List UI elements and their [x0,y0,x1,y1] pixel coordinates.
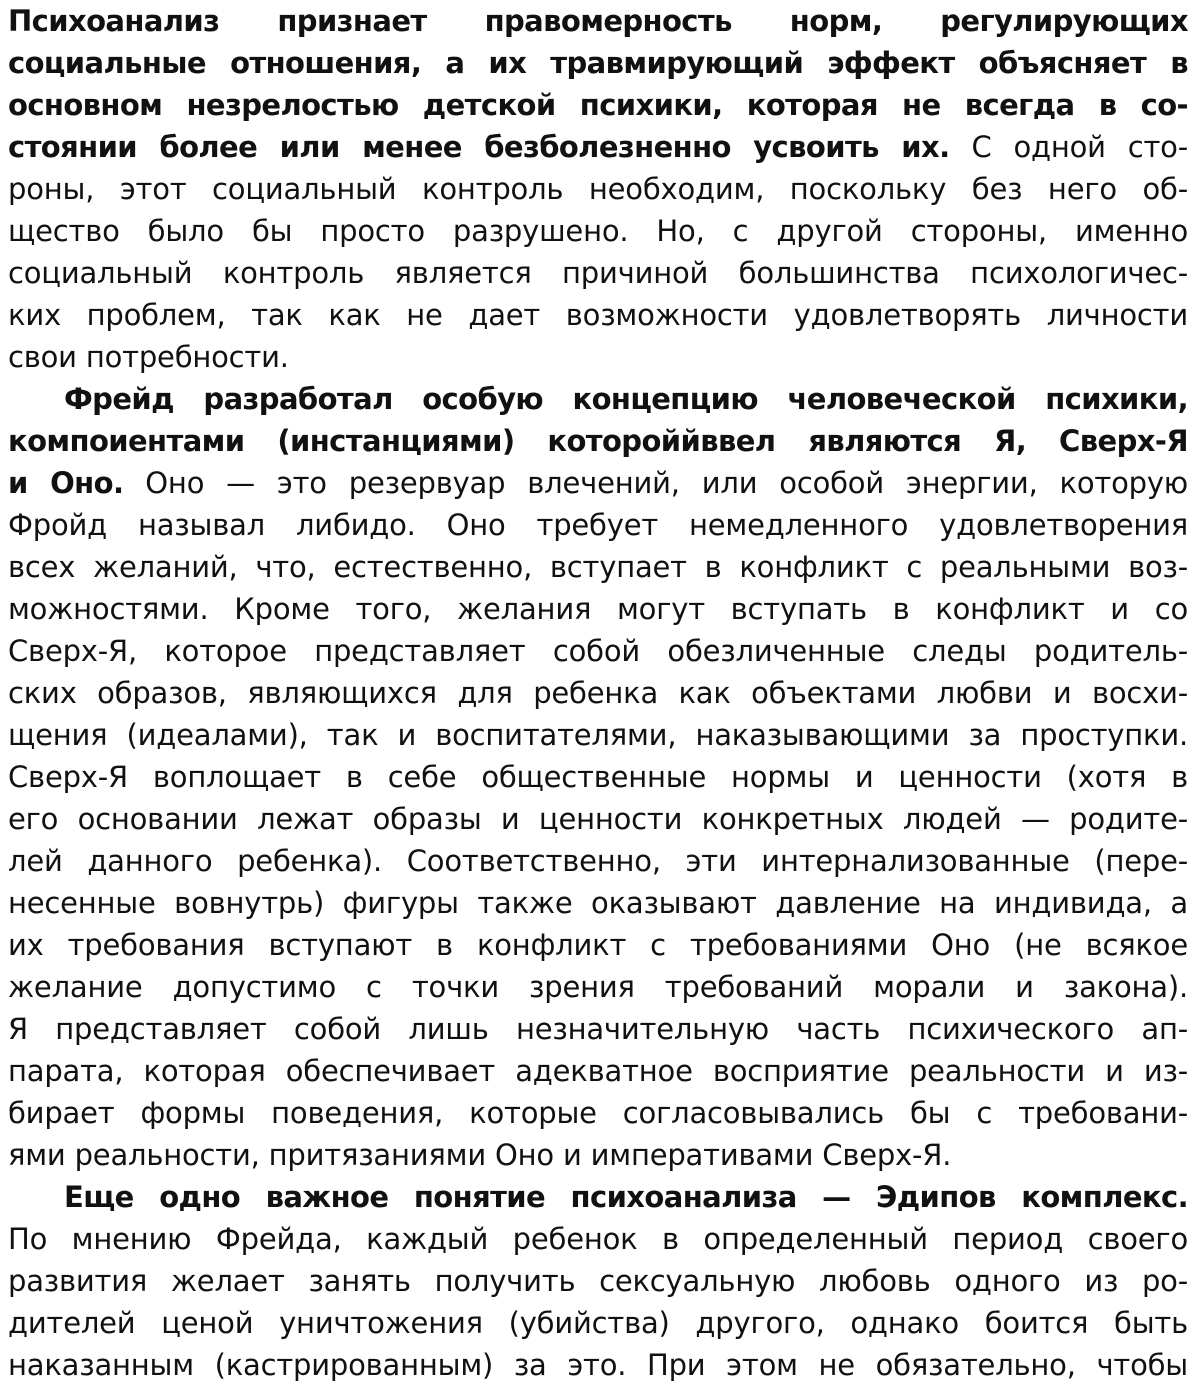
text-line [8,630,1188,672]
normal-text: социальный контроль является причиной большинства психологичес- [8,256,1188,290]
text-line [8,714,1188,756]
normal-text: можностями. Кроме того, желания могут вступать в конфликт и со [8,592,1188,626]
normal-text: С одной сто- [949,130,1188,164]
text-line [8,798,1188,840]
text-line [8,1092,1188,1134]
text-line [8,1218,1188,1260]
normal-text: Сверх-Я, которое представляет собой обезличенные следы родитель- [8,634,1188,668]
normal-text: ями реальности, притязаниями Оно и императивами Сверх-Я. [8,1138,952,1172]
normal-text: бирает формы поведения, которые согласовывались бы с требовани- [8,1096,1188,1130]
normal-text: роны, этот социальный контроль необходим, поскольку без него об- [8,172,1188,206]
bold-text: компоиентами (инстанциями) котороййввел являются Я, Сверх-Я [8,424,1188,458]
normal-text: развития желает занять получить сексуальную любовь одного из ро- [8,1264,1188,1298]
normal-text: его основании лежат образы и ценности конкретных людей — родите- [8,802,1188,836]
normal-text: По мнению Фрейда, каждый ребенок в определенный период своего [8,1222,1188,1256]
normal-text: Я представляет собой лишь незначительную часть психического ап- [8,1012,1188,1046]
paragraph-2 [8,378,1188,1176]
text-line [8,462,1188,504]
text-line [8,840,1188,882]
normal-text: щество было бы просто разрушено. Но, с другой стороны, именно [8,214,1188,248]
text-line [8,504,1188,546]
bold-text: стоянии более или менее безболезненно усвоить их. [8,130,950,164]
normal-text: свои потребности. [8,340,289,374]
text-line [8,168,1188,210]
text-line [8,210,1188,252]
normal-text: щения (идеалами), так и воспитателями, наказывающими за проступки. [8,718,1188,752]
paragraph-1 [8,0,1188,378]
text-line [8,126,1188,168]
normal-text: парата, которая обеспечивает адекватное восприятие реальности и из- [8,1054,1188,1088]
text-line [8,1302,1188,1344]
bold-text: социальные отношения, а их травмирующий эффект объясняет в [8,46,1188,80]
text-line [8,0,1188,42]
normal-text: дителей ценой уничтожения (убийства) другого, однако боится быть [8,1306,1188,1340]
text-line [8,588,1188,630]
normal-text: ских образов, являющихся для ребенка как объектами любви и восхи- [8,676,1188,710]
normal-text: их требования вступают в конфликт с требованиями Оно (не всякое [8,928,1188,962]
text-line [8,378,1188,420]
normal-text: несенные вовнутрь) фигуры также оказывают давление на индивида, а [8,886,1188,920]
bold-text: основном незрелостью детской психики, которая не всегда в со- [8,88,1188,122]
normal-text: желание допустимо с точки зрения требований морали и закона). [8,970,1188,1004]
paragraph-3 [8,1176,1188,1386]
text-line [8,42,1188,84]
text-line [8,336,1188,378]
bold-text: Психоанализ признает правомерность норм, регулирующих [8,4,1188,38]
text-line [8,420,1188,462]
document-page [8,0,1188,1386]
text-line [8,1176,1188,1218]
text-line [8,1008,1188,1050]
normal-text: лей данного ребенка). Соответственно, эти интернализованные (пере- [8,844,1188,878]
text-line [8,546,1188,588]
bold-text: и Оно. [8,466,124,500]
text-line [8,882,1188,924]
text-line [8,672,1188,714]
bold-text: Еще одно важное понятие психоанализа — Эдипов комплекс. [64,1180,1188,1214]
text-line [8,252,1188,294]
text-line [8,1050,1188,1092]
text-line [8,1260,1188,1302]
normal-text: ких проблем, так как не дает возможности удовлетворять личности [8,298,1188,332]
text-line [8,1344,1188,1386]
bold-text: Фрейд разработал особую концепцию человеческой психики, [64,382,1188,416]
normal-text: Фройд называл либидо. Оно требует немедленного удовлетворения [8,508,1188,542]
normal-text: Оно — это резервуар влечений, или особой энергии, которую [123,466,1188,500]
text-line [8,966,1188,1008]
text-line [8,756,1188,798]
normal-text: всех желаний, что, естественно, вступает в конфликт с реальными воз- [8,550,1188,584]
normal-text: Сверх-Я воплощает в себе общественные нормы и ценности (хотя в [8,760,1188,794]
text-line [8,294,1188,336]
text-line [8,1134,1188,1176]
normal-text: наказанным (кастрированным) за это. При этом не обязательно, чтобы [8,1348,1188,1382]
text-line [8,84,1188,126]
text-line [8,924,1188,966]
